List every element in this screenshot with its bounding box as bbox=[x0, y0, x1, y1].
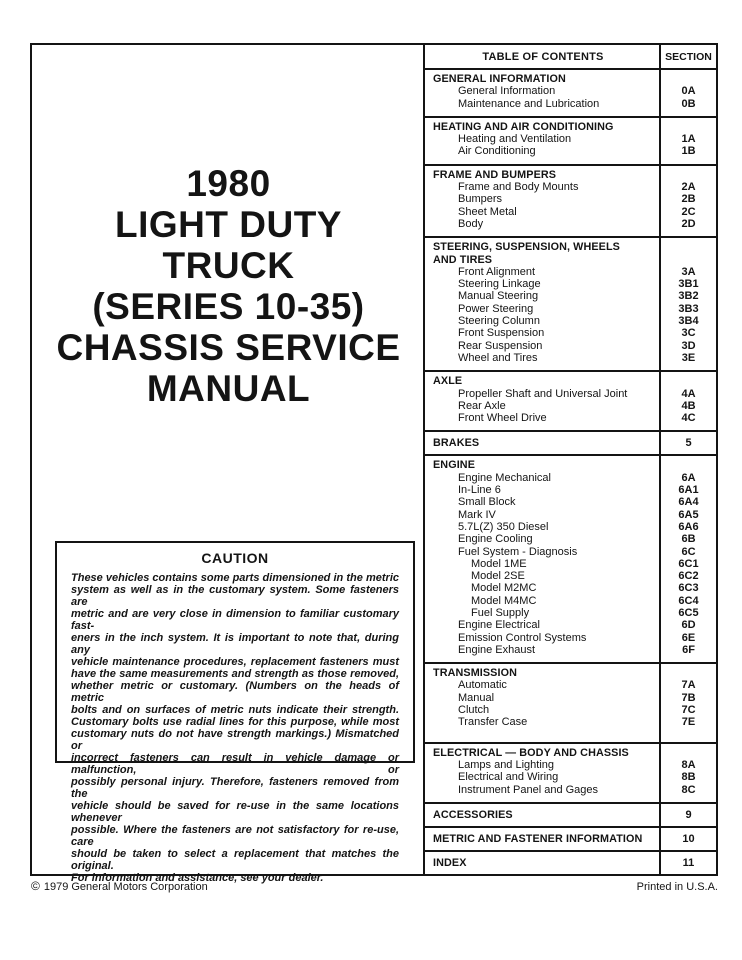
manual-title-line: 1980 bbox=[186, 163, 271, 204]
toc-item-code: 6A1 bbox=[678, 484, 699, 497]
toc-item-row bbox=[425, 570, 716, 582]
toc-item-code: 8A bbox=[681, 759, 696, 772]
toc-item-row bbox=[425, 679, 716, 691]
toc-section-code bbox=[661, 375, 716, 387]
toc-item-row bbox=[425, 472, 716, 484]
manual-title-line: LIGHT DUTY bbox=[115, 204, 342, 245]
toc-section-header-label: HEATING AND AIR CONDITIONING bbox=[433, 120, 614, 133]
toc-item-label: Engine Exhaust bbox=[458, 643, 536, 656]
toc-group bbox=[425, 118, 716, 166]
toc-item-row bbox=[425, 484, 716, 496]
toc-group bbox=[425, 852, 716, 874]
toc-item-label: Emission Control Systems bbox=[458, 631, 587, 644]
toc-item-code: 6A4 bbox=[678, 496, 699, 509]
toc-section-code bbox=[661, 121, 716, 133]
toc-group bbox=[425, 432, 716, 456]
toc-item-label: Frame and Body Mounts bbox=[458, 181, 579, 194]
toc-section-header-row bbox=[425, 375, 716, 387]
toc-item-label: Small Block bbox=[458, 496, 516, 509]
toc-section-header-row bbox=[425, 436, 716, 450]
toc-item-label: Air Conditioning bbox=[458, 145, 536, 158]
toc-item-code: 1A bbox=[681, 133, 696, 146]
toc-item-label: Manual Steering bbox=[458, 290, 539, 303]
toc-item-label: Bumpers bbox=[458, 193, 503, 206]
caution-text-line: For information and assistance, see your dealer. bbox=[71, 872, 324, 884]
toc-item-label: Fuel System - Diagnosis bbox=[458, 545, 578, 558]
toc-item-code: 2D bbox=[681, 217, 696, 230]
toc-section-header-label: AXLE bbox=[433, 375, 463, 388]
toc-item-row bbox=[425, 218, 716, 230]
toc-item-code: 3A bbox=[681, 265, 696, 278]
toc-group bbox=[425, 804, 716, 828]
toc-item-code: 6F bbox=[682, 643, 695, 656]
toc-item-label: Steering Linkage bbox=[458, 278, 541, 291]
toc-item-label: Electrical and Wiring bbox=[458, 771, 559, 784]
toc-item-row bbox=[425, 619, 716, 631]
toc-item-code: 4A bbox=[681, 387, 696, 400]
caution-text-line: possibly personal injury. Therefore, fasteners removed from the bbox=[71, 776, 399, 800]
toc-section-code: 10 bbox=[682, 833, 695, 845]
toc-item-row bbox=[425, 412, 716, 424]
toc-item-label: Front Alignment bbox=[458, 265, 536, 278]
toc-section-code bbox=[661, 459, 716, 471]
caution-text-line: incorrect fasteners can result in vehicle damage or malfunction, or bbox=[71, 752, 399, 776]
toc-item-code: 7A bbox=[681, 679, 696, 692]
toc-item-label: Model M4MC bbox=[471, 594, 537, 607]
toc-section-code bbox=[661, 667, 716, 679]
toc-item-code: 6A bbox=[681, 471, 696, 484]
toc-item-row bbox=[425, 303, 716, 315]
caution-text-line: These vehicles contains some parts dimensioned in the metric bbox=[71, 572, 399, 584]
toc-item-code: 6D bbox=[681, 619, 696, 632]
toc-item-label: Wheel and Tires bbox=[458, 351, 538, 364]
toc-header-section: SECTION bbox=[665, 50, 712, 63]
toc-group bbox=[425, 744, 716, 804]
toc-section-code: 11 bbox=[682, 857, 695, 869]
toc-item-label: Instrument Panel and Gages bbox=[458, 783, 599, 796]
toc-section-header-row bbox=[425, 121, 716, 133]
manual-title-line: MANUAL bbox=[146, 368, 311, 409]
toc-item-row bbox=[425, 352, 716, 364]
toc-item-code: 7C bbox=[681, 704, 696, 717]
toc-item-label: Transfer Case bbox=[458, 716, 528, 729]
toc-header-title: TABLE OF CONTENTS bbox=[482, 50, 604, 63]
toc-section-header-label: BRAKES bbox=[433, 437, 480, 450]
toc-item-label: Engine Cooling bbox=[458, 533, 533, 546]
caution-text-line: vehicle should be saved for re-use in the same locations whenever bbox=[71, 800, 399, 824]
printed-in-usa: Printed in U.S.A. bbox=[636, 881, 718, 893]
toc-item-row bbox=[425, 759, 716, 771]
toc-item-code: 0A bbox=[681, 85, 696, 98]
toc-item-row bbox=[425, 315, 716, 327]
copyright-icon: © bbox=[31, 879, 40, 893]
toc-item-code: 7E bbox=[681, 716, 696, 729]
toc-item-row bbox=[425, 644, 716, 656]
toc-item-row bbox=[425, 533, 716, 545]
caution-box bbox=[55, 541, 415, 884]
toc-item-row bbox=[425, 607, 716, 619]
toc-item-row bbox=[425, 340, 716, 352]
toc-section-code: 9 bbox=[685, 809, 692, 821]
toc-section-header-label: INDEX bbox=[433, 857, 467, 869]
toc-item-code: 2C bbox=[681, 205, 696, 218]
caution-text-line: customary nuts do not have strength markings.) Mismatched or bbox=[71, 728, 399, 752]
toc-item-row bbox=[425, 771, 716, 783]
toc-item-code: 6E bbox=[681, 631, 696, 644]
toc-item-code: 6C4 bbox=[678, 594, 699, 607]
toc-group bbox=[425, 828, 716, 852]
toc-item-row bbox=[425, 632, 716, 644]
toc-item-row bbox=[425, 558, 716, 570]
toc-item-code: 2B bbox=[681, 193, 696, 206]
toc-item-row bbox=[425, 278, 716, 290]
toc-item-label: Steering Column bbox=[458, 315, 540, 328]
manual-title-line: CHASSIS SERVICE bbox=[56, 327, 401, 368]
toc-item-row bbox=[425, 145, 716, 157]
caution-text-line: vehicle maintenance procedures, replacement fasteners must bbox=[71, 656, 399, 668]
toc-item-code: 3B3 bbox=[678, 302, 699, 315]
toc-item-label: Automatic bbox=[458, 679, 507, 692]
toc-section-code: 5 bbox=[685, 437, 692, 450]
caution-text-line: eners in the inch system. It is important to note that, during any bbox=[71, 632, 399, 656]
toc-section-code bbox=[661, 747, 716, 759]
toc-item-label: Propeller Shaft and Universal Joint bbox=[458, 387, 628, 400]
toc-section-code bbox=[661, 241, 716, 253]
toc-item-label: Body bbox=[458, 217, 484, 230]
toc-section-header-row bbox=[425, 808, 716, 822]
toc-item-row bbox=[425, 193, 716, 205]
toc-item-label: Mark IV bbox=[458, 508, 496, 521]
toc-item-label: In-Line 6 bbox=[458, 484, 501, 497]
toc-item-row bbox=[425, 692, 716, 704]
toc-item-code: 3E bbox=[681, 351, 696, 364]
toc-item-code: 6A5 bbox=[678, 508, 699, 521]
toc-item-label: Manual bbox=[458, 691, 495, 704]
toc-item-code: 0B bbox=[681, 97, 696, 110]
toc-item-label: Rear Suspension bbox=[458, 339, 543, 352]
toc-item-row bbox=[425, 206, 716, 218]
toc-item-code: 8C bbox=[681, 783, 696, 796]
toc-group bbox=[425, 456, 716, 664]
section-column-divider bbox=[659, 45, 661, 874]
toc-item-label: Engine Electrical bbox=[458, 619, 540, 632]
toc-item-label: Maintenance and Lubrication bbox=[458, 97, 600, 110]
toc-group bbox=[425, 664, 716, 744]
toc-item-label: Front Suspension bbox=[458, 327, 545, 340]
toc-item-row bbox=[425, 595, 716, 607]
toc-item-label: Model 1ME bbox=[471, 557, 527, 570]
toc-section-code bbox=[661, 169, 716, 181]
caution-body bbox=[71, 572, 399, 884]
toc-item-row bbox=[425, 98, 716, 110]
caution-text-line: should be taken to select a replacement that matches the original. bbox=[71, 848, 399, 872]
toc-item-code: 6A6 bbox=[678, 520, 699, 533]
manual-title-line: TRUCK bbox=[162, 245, 295, 286]
toc-item-label: Fuel Supply bbox=[471, 606, 530, 619]
toc-item-row bbox=[425, 582, 716, 594]
toc-item-label: Heating and Ventilation bbox=[458, 133, 572, 146]
toc-item-label: 5.7L(Z) 350 Diesel bbox=[458, 520, 549, 533]
toc-item-row bbox=[425, 133, 716, 145]
toc-item-label: General Information bbox=[458, 85, 556, 98]
toc-section-header-row bbox=[425, 254, 716, 266]
caution-text-line: system as well as in the customary system. Some fasteners are bbox=[71, 584, 399, 608]
toc-item-label: Clutch bbox=[458, 704, 490, 717]
toc-item-row bbox=[425, 181, 716, 193]
toc-item-code: 3B1 bbox=[678, 278, 699, 291]
toc-section-header-label: METRIC AND FASTENER INFORMATION bbox=[433, 833, 643, 845]
toc-item-code: 6C2 bbox=[678, 570, 699, 583]
manual-title bbox=[32, 163, 425, 409]
toc-section-header-row bbox=[425, 832, 716, 846]
toc-item-row bbox=[425, 290, 716, 302]
toc-item-row bbox=[425, 388, 716, 400]
toc-item-label: Model M2MC bbox=[471, 582, 537, 595]
toc-item-row bbox=[425, 704, 716, 716]
toc-group bbox=[425, 372, 716, 432]
toc-item-code: 1B bbox=[681, 145, 696, 158]
toc-item-code: 6C bbox=[681, 545, 696, 558]
toc-item-label: Power Steering bbox=[458, 302, 534, 315]
copyright-text: 1979 General Motors Corporation bbox=[43, 881, 208, 893]
toc-header-row bbox=[425, 45, 716, 70]
toc-item-row bbox=[425, 784, 716, 796]
toc-section-code bbox=[661, 254, 716, 266]
toc-item-row bbox=[425, 400, 716, 412]
toc-item-label: Rear Axle bbox=[458, 399, 506, 412]
toc-group bbox=[425, 238, 716, 372]
toc-section-header-label: STEERING, SUSPENSION, WHEELS bbox=[433, 241, 620, 254]
toc-section-header-label: ENGINE bbox=[433, 459, 475, 472]
toc-section-header-row bbox=[425, 241, 716, 253]
table-of-contents bbox=[423, 45, 716, 874]
toc-section-header-label: ELECTRICAL — BODY AND CHASSIS bbox=[433, 746, 629, 759]
toc-group bbox=[425, 70, 716, 118]
toc-item-code: 8B bbox=[681, 771, 696, 784]
toc-section-header-label: GENERAL INFORMATION bbox=[433, 73, 566, 85]
toc-item-code: 6C3 bbox=[678, 582, 699, 595]
toc-item-code: 4B bbox=[681, 399, 696, 412]
toc-item-label: Sheet Metal bbox=[458, 205, 517, 218]
toc-item-row bbox=[425, 496, 716, 508]
toc-section-code bbox=[661, 73, 716, 85]
toc-item-row bbox=[425, 327, 716, 339]
copyright-line bbox=[31, 879, 208, 893]
toc-item-code: 6C5 bbox=[678, 606, 699, 619]
toc-section-header-row bbox=[425, 169, 716, 181]
caution-text-line: whether metric or customary. (Numbers on the heads of metric bbox=[71, 680, 399, 704]
caution-text-line: metric and are very close in dimension to familiar customary fast- bbox=[71, 608, 399, 632]
toc-section-header-row bbox=[425, 856, 716, 870]
toc-section-header-label: AND TIRES bbox=[433, 253, 493, 266]
toc-item-label: Front Wheel Drive bbox=[458, 412, 547, 425]
toc-item-row bbox=[425, 521, 716, 533]
toc-item-code: 3D bbox=[681, 339, 696, 352]
toc-item-code: 4C bbox=[681, 412, 696, 425]
toc-item-code: 6C1 bbox=[678, 557, 699, 570]
toc-section-header-label: ACCESSORIES bbox=[433, 809, 513, 821]
toc-item-label: Lamps and Lighting bbox=[458, 759, 555, 772]
toc-item-label: Model 2SE bbox=[471, 570, 525, 583]
toc-item-row bbox=[425, 716, 716, 728]
toc-item-code: 6B bbox=[681, 533, 696, 546]
toc-item-label: Engine Mechanical bbox=[458, 471, 551, 484]
toc-item-code: 3B4 bbox=[678, 315, 699, 328]
caution-text-line: bolts and on surfaces of metric nuts indicate their strength. bbox=[71, 704, 399, 716]
toc-section-header-label: FRAME AND BUMPERS bbox=[433, 168, 557, 181]
toc-item-row bbox=[425, 546, 716, 558]
caution-text-line: have the same measurements and strength as those removed, bbox=[71, 668, 399, 680]
toc-group bbox=[425, 166, 716, 238]
toc-section-header-row bbox=[425, 73, 716, 85]
toc-section-header-row bbox=[425, 459, 716, 471]
toc-section-header-label: TRANSMISSION bbox=[433, 667, 517, 680]
toc-item-code: 2A bbox=[681, 181, 696, 194]
toc-item-row bbox=[425, 509, 716, 521]
toc-section-header-row bbox=[425, 667, 716, 679]
caution-text-line: possible. Where the fasteners are not satisfactory for re-use, care bbox=[71, 824, 399, 848]
toc-item-row bbox=[425, 85, 716, 97]
toc-section-header-row bbox=[425, 747, 716, 759]
toc-item-code: 7B bbox=[681, 691, 696, 704]
caution-title: CAUTION bbox=[201, 550, 269, 566]
toc-item-code: 3B2 bbox=[678, 290, 699, 303]
toc-item-row bbox=[425, 266, 716, 278]
caution-text-line: Customary bolts use radial lines for this purpose, while most bbox=[71, 716, 399, 728]
manual-title-line: (SERIES 10-35) bbox=[92, 286, 365, 327]
toc-item-code: 3C bbox=[681, 327, 696, 340]
